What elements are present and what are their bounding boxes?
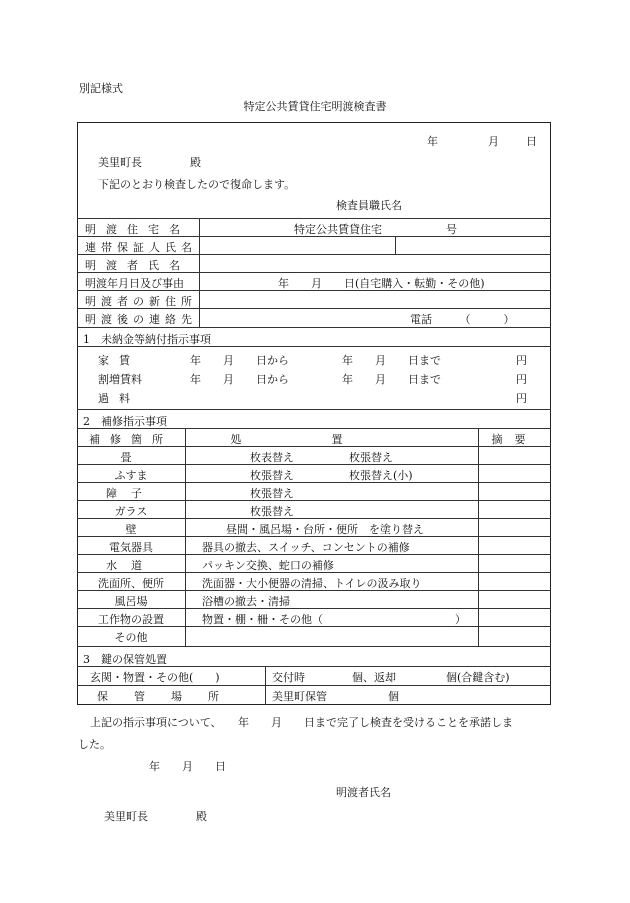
s1-unit-surcharge: 円 — [516, 373, 527, 386]
repair-row-divider — [77, 590, 551, 591]
repair-action: 物置・棚・柵・その他（ ） — [202, 613, 466, 626]
repair-place: その他 — [114, 631, 148, 644]
s1-from-surcharge: 年 月 日から — [190, 373, 289, 386]
repair-place: 風呂場 — [114, 595, 148, 608]
repair-row-divider — [77, 626, 551, 627]
repair-place: 壁 — [125, 523, 137, 536]
s3-storage-place: 美里町保管 — [272, 690, 327, 703]
repair-row-divider — [77, 464, 551, 465]
info-label-new-address: 明渡者の新住所 — [85, 295, 197, 308]
acceptance-date: 年 月 日 — [149, 760, 226, 773]
s1-label-fine: 過料 — [98, 392, 140, 405]
s1-label-surcharge: 割増賃料 — [98, 373, 142, 386]
repair-place: ガラス — [114, 505, 148, 518]
info-label-house: 明渡住宅名 — [85, 223, 190, 236]
repair-action: パッキン交換、蛇口の補修 — [202, 559, 334, 572]
repair-place: 洗面所、便所 — [98, 577, 164, 590]
date-month: 月 — [488, 135, 499, 148]
s1-label-rent: 家賃 — [98, 354, 140, 367]
addressee-honorific: 殿 — [190, 156, 201, 169]
repair-place: 水道 — [106, 559, 156, 572]
info-value-date-reason: 年 月 日(自宅購入・転勤・その他) — [278, 277, 485, 290]
repair-place: 電気器具 — [109, 541, 153, 554]
info-label-date-reason: 明渡年月日及び事由 — [85, 277, 184, 290]
repair-action: 浴槽の撤去・清掃 — [202, 595, 290, 608]
s2-header-place: 補修箇所 — [89, 433, 173, 446]
repair-row-divider — [77, 572, 551, 573]
repair-row-divider — [77, 446, 551, 447]
s1-unit-fine: 円 — [516, 392, 527, 405]
date-day: 日 — [526, 135, 537, 148]
report-text: 下記のとおり検査したので復命します。 — [98, 178, 296, 191]
s3-storage-count: 個 — [388, 690, 399, 703]
addressee-name: 美里町長 — [98, 156, 142, 169]
s1-unit-rent: 円 — [516, 354, 527, 367]
repair-action: 枚表替え 枚張替え — [250, 451, 393, 464]
info-label-contact: 明渡後の連絡先 — [85, 313, 197, 326]
s2-header-action: 処置 — [230, 433, 433, 446]
repair-row-divider — [77, 482, 551, 483]
repair-action: 枚張替え — [250, 505, 294, 518]
s3-issued-label: 交付時 — [272, 671, 305, 684]
s3-total-label: 個(合鍵含む) — [446, 671, 510, 684]
acceptance-honorific: 殿 — [196, 810, 207, 823]
repair-place: ふすま — [114, 469, 148, 482]
repair-row-divider — [77, 518, 551, 519]
s2-header-note: 摘要 — [491, 433, 538, 446]
info-suffix-house: 号 — [446, 223, 457, 236]
repair-row-divider — [77, 500, 551, 501]
info-label-guarantor: 連帯保証人氏名 — [85, 241, 197, 254]
s3-returned-label: 個、返却 — [352, 671, 396, 684]
repair-place: 畳 — [120, 451, 142, 464]
info-value-house: 特定公共賃貸住宅 — [294, 223, 382, 236]
repair-place: 工作物の設置 — [98, 613, 164, 626]
acceptance-line1: 上記の指示事項について、 年 月 日まで完了し検査を受けることを承諾しま — [90, 716, 514, 729]
date-year: 年 — [427, 135, 438, 148]
repair-place: 障子 — [106, 487, 156, 500]
repair-action: 昼間・風呂場・台所・便所 を塗り替え — [226, 523, 424, 536]
form-label: 別記様式 — [79, 82, 123, 95]
s1-to-rent: 年 月 日まで — [342, 354, 441, 367]
section1-title: 1 未納金等納付指示事項 — [83, 333, 211, 346]
repair-action: 洗面器・大小便器の清掃、トイレの汲み取り — [202, 577, 422, 590]
acceptance-addressee: 美里町長 — [104, 810, 148, 823]
section3-title: 3 鍵の保管処置 — [83, 653, 167, 666]
repair-action: 枚張替え 枚張替え(小) — [250, 469, 413, 482]
s1-to-surcharge: 年 月 日まで — [342, 373, 441, 386]
acceptance-line2: した。 — [78, 738, 111, 751]
section2-title: 2 補修指示事項 — [83, 415, 167, 428]
info-label-vacator: 明渡者氏名 — [85, 259, 190, 272]
info-value-contact: 電話 （ ） — [410, 313, 515, 326]
repair-action: 枚張替え — [250, 487, 294, 500]
s3-storage-label: 保管場所 — [97, 690, 245, 703]
repair-action: 器具の撤去、スイッチ、コンセントの補修 — [202, 541, 410, 554]
inspector-label: 検査員職氏名 — [336, 199, 402, 212]
signer-label: 明渡者氏名 — [336, 786, 391, 799]
s1-from-rent: 年 月 日から — [190, 354, 289, 367]
page-title: 特定公共賃貸住宅明渡検査書 — [243, 100, 387, 113]
repair-row-divider — [77, 536, 551, 537]
repair-row-divider — [77, 554, 551, 555]
s3-key-types: 玄関・物置・その他( ) — [90, 671, 220, 684]
repair-row-divider — [77, 608, 551, 609]
